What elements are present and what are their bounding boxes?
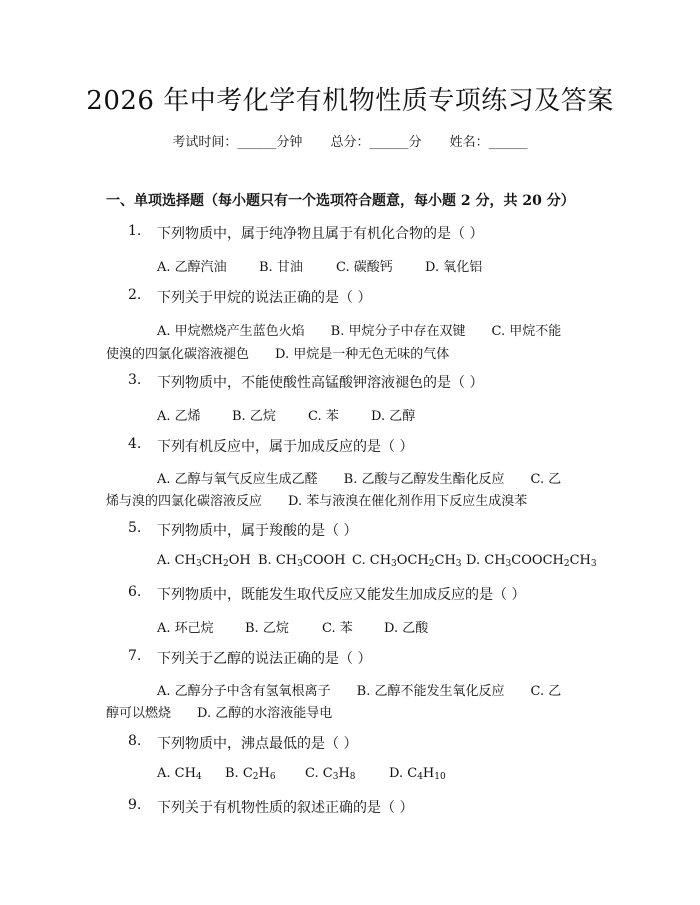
exam-meta xyxy=(0,131,700,150)
question-number: 9. xyxy=(128,797,142,813)
option-d: D. $CH_3COOCH_2CH_3$ xyxy=(466,553,597,569)
option-a: A. $CH_4$ xyxy=(157,766,202,782)
question-number: 5. xyxy=(128,520,142,536)
option-b: B. $CH_3COOH$ xyxy=(258,553,346,569)
option-d: D. 乙酸 xyxy=(384,621,429,636)
options-line: 使溴的四氯化碳溶液褪色 D. 甲烷是一种无色无味的气体 xyxy=(106,347,450,362)
option-b: B. 乙烷 xyxy=(232,409,276,424)
question-text: 下列关于乙醇的说法正确的是（ ） xyxy=(157,651,372,667)
option-b: B. 乙烷 xyxy=(245,621,289,636)
option-a: A. 乙烯 xyxy=(157,409,201,424)
option-c: C. $C_3H_8$ xyxy=(305,766,356,782)
option-c: C. $CH_3OCH_2CH_3$ xyxy=(352,553,462,569)
question-number: 4. xyxy=(128,436,142,452)
student-name-field: 姓名：______ xyxy=(449,135,528,150)
option-d: D. 氧化铝 xyxy=(425,260,483,275)
section-title: 一、单项选择题（每小题只有一个选项符合题意，每小题 2 分，共 20 分） xyxy=(106,193,575,209)
question-text: 下列关于有机物性质的叙述正确的是（ ） xyxy=(157,800,414,816)
option-c: C. 苯 xyxy=(308,409,339,424)
question-text: 下列物质中，沸点最低的是（ ） xyxy=(157,736,358,752)
question-number: 6. xyxy=(128,584,142,600)
option-d: D. 乙醇 xyxy=(371,409,416,424)
question-text: 下列关于甲烷的说法正确的是（ ） xyxy=(157,290,372,306)
option-a: A. $CH_3CH_2OH$ xyxy=(157,553,251,569)
question-text: 下列物质中，属于纯净物且属于有机化合物的是（ ） xyxy=(157,226,484,242)
total-score-field: 总分：______分 xyxy=(330,135,422,150)
question-number: 1. xyxy=(128,223,142,239)
option-a: A. 环己烷 xyxy=(157,621,214,636)
question-text: 下列物质中，不能使酸性高锰酸钾溶液褪色的是（ ） xyxy=(157,375,484,391)
options-line: A. 乙醇与氧气反应生成乙醛 B. 乙酸与乙醇发生酯化反应 C. 乙 xyxy=(157,472,562,487)
question-text: 下列物质中，属于羧酸的是（ ） xyxy=(157,523,358,539)
option-b: B. 甘油 xyxy=(259,260,303,275)
question-text: 下列有机反应中，属于加成反应的是（ ） xyxy=(157,439,414,455)
option-a: A. 乙醇汽油 xyxy=(157,260,227,275)
question-number: 3. xyxy=(128,372,142,388)
option-d: D. $C_4H_{10}$ xyxy=(389,766,446,782)
options-line: A. 甲烷燃烧产生蓝色火焰 B. 甲烷分子中存在双键 C. 甲烷不能 xyxy=(157,324,562,339)
page-title: 2026 年中考化学有机物性质专项练习及答案 xyxy=(86,86,614,116)
options-line: 烯与溴的四氯化碳溶液反应 D. 苯与液溴在催化剂作用下反应生成溴苯 xyxy=(106,494,528,509)
exam-time-field: 考试时间：______分钟 xyxy=(172,135,303,150)
option-c: C. 碳酸钙 xyxy=(336,260,393,275)
question-number: 8. xyxy=(128,733,142,749)
question-number: 7. xyxy=(128,648,142,664)
options-line: A. 乙醇分子中含有氢氧根离子 B. 乙醇不能发生氧化反应 C. 乙 xyxy=(157,684,562,699)
option-b: B. $C_2H_6$ xyxy=(225,766,276,782)
question-number: 2. xyxy=(128,287,142,303)
question-text: 下列物质中，既能发生取代反应又能发生加成反应的是（ ） xyxy=(157,587,526,603)
option-c: C. 苯 xyxy=(322,621,353,636)
options-line: 醇可以燃烧 D. 乙醇的水溶液能导电 xyxy=(106,706,333,721)
